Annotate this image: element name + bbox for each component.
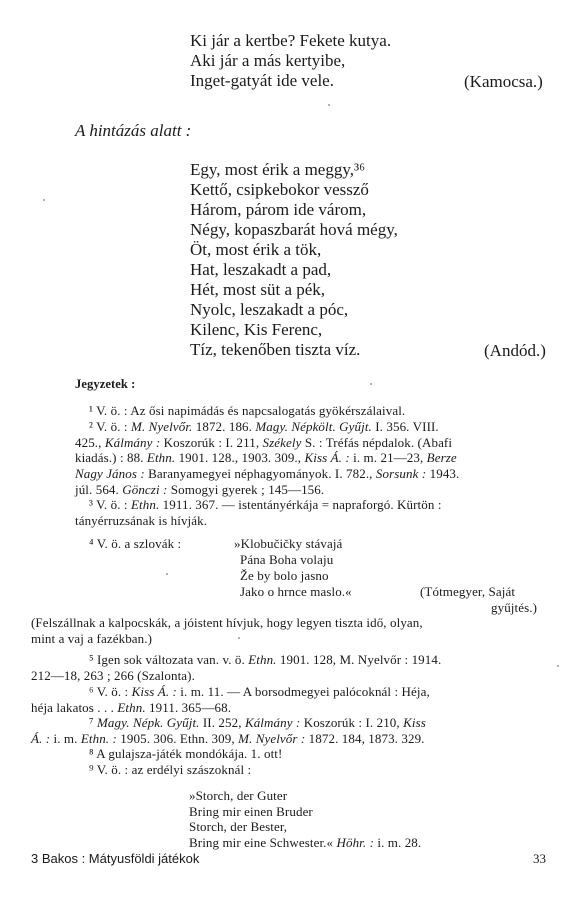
citation-italic: Höhr. :	[336, 835, 375, 850]
citation-text: 1872. 184, 1873. 329.	[305, 731, 425, 746]
print-speck	[557, 665, 559, 667]
citation-italic: Ethn.	[131, 497, 160, 512]
footnote-4-place-1: (Tótmegyer, Saját	[420, 584, 516, 599]
print-speck	[166, 573, 168, 575]
citation-text: S. : Tréfás népdalok. (Abafi	[301, 435, 453, 450]
citation-text: 1872. 186.	[192, 419, 256, 434]
citation-text: ⁵ Igen sok változata van. v. ö.	[89, 652, 249, 667]
citation-italic: Ethn.	[248, 652, 277, 667]
citation-italic: Székely	[262, 435, 302, 450]
print-speck	[43, 199, 45, 201]
citation-text: kiadás.) : 88.	[75, 450, 147, 465]
citation-italic: Gönczi :	[122, 482, 168, 497]
footnote-7-line-2	[31, 731, 425, 747]
footnote-2-line-3	[75, 450, 457, 466]
citation-italic: Kálmány :	[104, 435, 161, 450]
print-speck	[238, 637, 240, 639]
footnote-6-line-2	[31, 700, 231, 716]
poem2-line-5: Öt, most érik a tök,	[190, 240, 322, 259]
citation-text: II. 252,	[199, 715, 245, 730]
footnote-5-line-2	[31, 668, 195, 684]
footnote-2-line-4	[75, 466, 459, 482]
citation-text: 1911. 367. — istentányérkája = napraforgó. Kürtön :	[159, 497, 442, 512]
footnote-4-place-2: gyűjtés.)	[491, 600, 538, 615]
footnote-9-verse-2: Bring mir einen Bruder	[189, 804, 313, 819]
notes-title: Jegyzetek :	[75, 377, 136, 391]
footnote-4-verse-1: »Klobučičky stávajá	[234, 536, 343, 551]
citation-italic: M. Nyelvőr :	[238, 731, 306, 746]
citation-text: tányérruzsának is hívják.	[75, 513, 208, 528]
citation-text: ⁶ V. ö. :	[89, 684, 132, 699]
citation-text: ³ V. ö. :	[89, 497, 131, 512]
footnote-6-line-1	[89, 684, 430, 700]
citation-text: 425.,	[75, 435, 105, 450]
footnote-4-gloss-2: mint a vaj a fazékban.)	[31, 631, 153, 646]
footnote-4-intro: ⁴ V. ö. a szlovák :	[89, 536, 182, 551]
citation-italic: Ethn.	[146, 450, 176, 465]
print-speck	[370, 383, 372, 385]
citation-text: Koszorúk : I. 211,	[160, 435, 263, 450]
footnote-9-verse-4	[189, 835, 421, 851]
citation-text: 212—18, 263 ; 266 (Szalonta).	[31, 668, 195, 683]
running-footer	[31, 851, 199, 867]
citation-italic: Á. :	[31, 731, 51, 746]
footnote-3-line-1	[89, 497, 442, 513]
print-speck	[328, 104, 330, 106]
page-number: 33	[533, 851, 546, 866]
poem2-line-4: Négy, kopaszbarát hová mégy,	[190, 220, 398, 239]
citation-text: 1943.	[426, 466, 460, 481]
citation-italic: Berze	[426, 450, 457, 465]
citation-text: Koszorúk : I. 210,	[300, 715, 404, 730]
footnote-2-line-5	[75, 482, 324, 498]
footnote-4-verse-3: Že by bolo jasno	[240, 568, 329, 583]
poem2-line-8: Nyolc, leszakadt a póc,	[190, 300, 349, 319]
footnote-9-verse-3: Storch, der Bester,	[189, 819, 288, 834]
citation-text: Baranyamegyei néphagyományok. I. 782.,	[144, 466, 376, 481]
poem2-line-9: Kilenc, Kis Ferenc,	[190, 320, 323, 339]
poem2-line-1: Egy, most érik a meggy,³⁶	[190, 160, 366, 179]
poem1-place: (Kamocsa.)	[464, 72, 543, 91]
footer-text: 3 Bakos : Mátyusföldi játékok	[31, 851, 200, 866]
footnote-3-line-2	[75, 513, 207, 529]
citation-text: i. m. 11. — A borsodmegyei palócoknál : Héja,	[176, 684, 430, 699]
citation-italic: Kiss Á. :	[131, 684, 177, 699]
citation-text: héja lakatos . . .	[31, 700, 118, 715]
citation-text: i. m. 28.	[374, 835, 422, 850]
footnote-7-line-1	[89, 715, 426, 731]
citation-text: ² V. ö. :	[89, 419, 131, 434]
citation-text: 1901. 128., 1903. 309.,	[175, 450, 305, 465]
citation-italic: Sorsunk :	[375, 466, 427, 481]
poem2-line-3: Három, párom ide várom,	[190, 200, 367, 219]
citation-text: Bring mir eine Schwester.«	[189, 835, 337, 850]
citation-italic: Kiss Á. :	[304, 450, 350, 465]
poem2-line-10: Tíz, tekenőben tiszta víz.	[190, 340, 361, 359]
poem2-line-2: Kettő, csipkebokor vessző	[190, 180, 369, 199]
footnote-2-line-1	[89, 419, 439, 435]
citation-italic: Ethn. :	[80, 731, 117, 746]
footnote-4-verse-4: Jako o hrnce maslo.«	[240, 584, 352, 599]
citation-text: 1905. 306. Ethn. 309,	[116, 731, 239, 746]
citation-italic: Kiss	[403, 715, 426, 730]
footnote-1: ¹ V. ö. : Az ősi napimádás és napcsalogatás gyökérszálaival.	[89, 403, 406, 418]
poem2-place: (Andód.)	[484, 341, 546, 360]
citation-text: i. m. 21—23,	[349, 450, 427, 465]
footnote-5-line-1	[89, 652, 441, 668]
citation-italic: M. Nyelvőr.	[131, 419, 193, 434]
citation-text: ⁷	[89, 715, 97, 730]
footnote-9-verse-1: »Storch, der Guter	[189, 788, 288, 803]
citation-text: Somogyi gyerek ; 145—156.	[167, 482, 325, 497]
footnote-9: ⁹ V. ö. : az erdélyi szászoknál :	[89, 762, 252, 777]
footnote-8: ⁸ A gulajsza-játék mondókája. 1. ott!	[89, 746, 283, 761]
footnote-2-line-2	[75, 435, 452, 451]
citation-italic: Kálmány :	[244, 715, 301, 730]
citation-italic: Magy. Népk. Gyűjt.	[96, 715, 200, 730]
poem1-line-1: Ki jár a kertbe? Fekete kutya.	[190, 31, 392, 50]
citation-text: I. 356. VIII.	[371, 419, 439, 434]
citation-text: 1901. 128, M. Nyelvőr : 1914.	[276, 652, 442, 667]
citation-text: 1911. 365—68.	[145, 700, 232, 715]
section-heading: A hintázás alatt :	[75, 121, 192, 140]
citation-text: i. m.	[50, 731, 81, 746]
citation-italic: Nagy János :	[75, 466, 145, 481]
poem1-line-2: Aki jár a más kertyibe,	[190, 51, 346, 70]
citation-italic: Magy. Népkölt. Gyűjt.	[255, 419, 372, 434]
poem1-line-3: Inget-gatyát ide vele.	[190, 71, 334, 90]
poem2-line-7: Hét, most süt a pék,	[190, 280, 326, 299]
footnote-4-gloss-1: (Felszállnak a kalpocskák, a jóistent hívjuk, hogy legyen tiszta idő, olyan,	[31, 615, 423, 630]
citation-text: júl. 564.	[75, 482, 123, 497]
poem2-line-6: Hat, leszakadt a pad,	[190, 260, 332, 279]
footnote-4-verse-2: Pána Boha volaju	[240, 552, 334, 567]
citation-italic: Ethn.	[117, 700, 146, 715]
